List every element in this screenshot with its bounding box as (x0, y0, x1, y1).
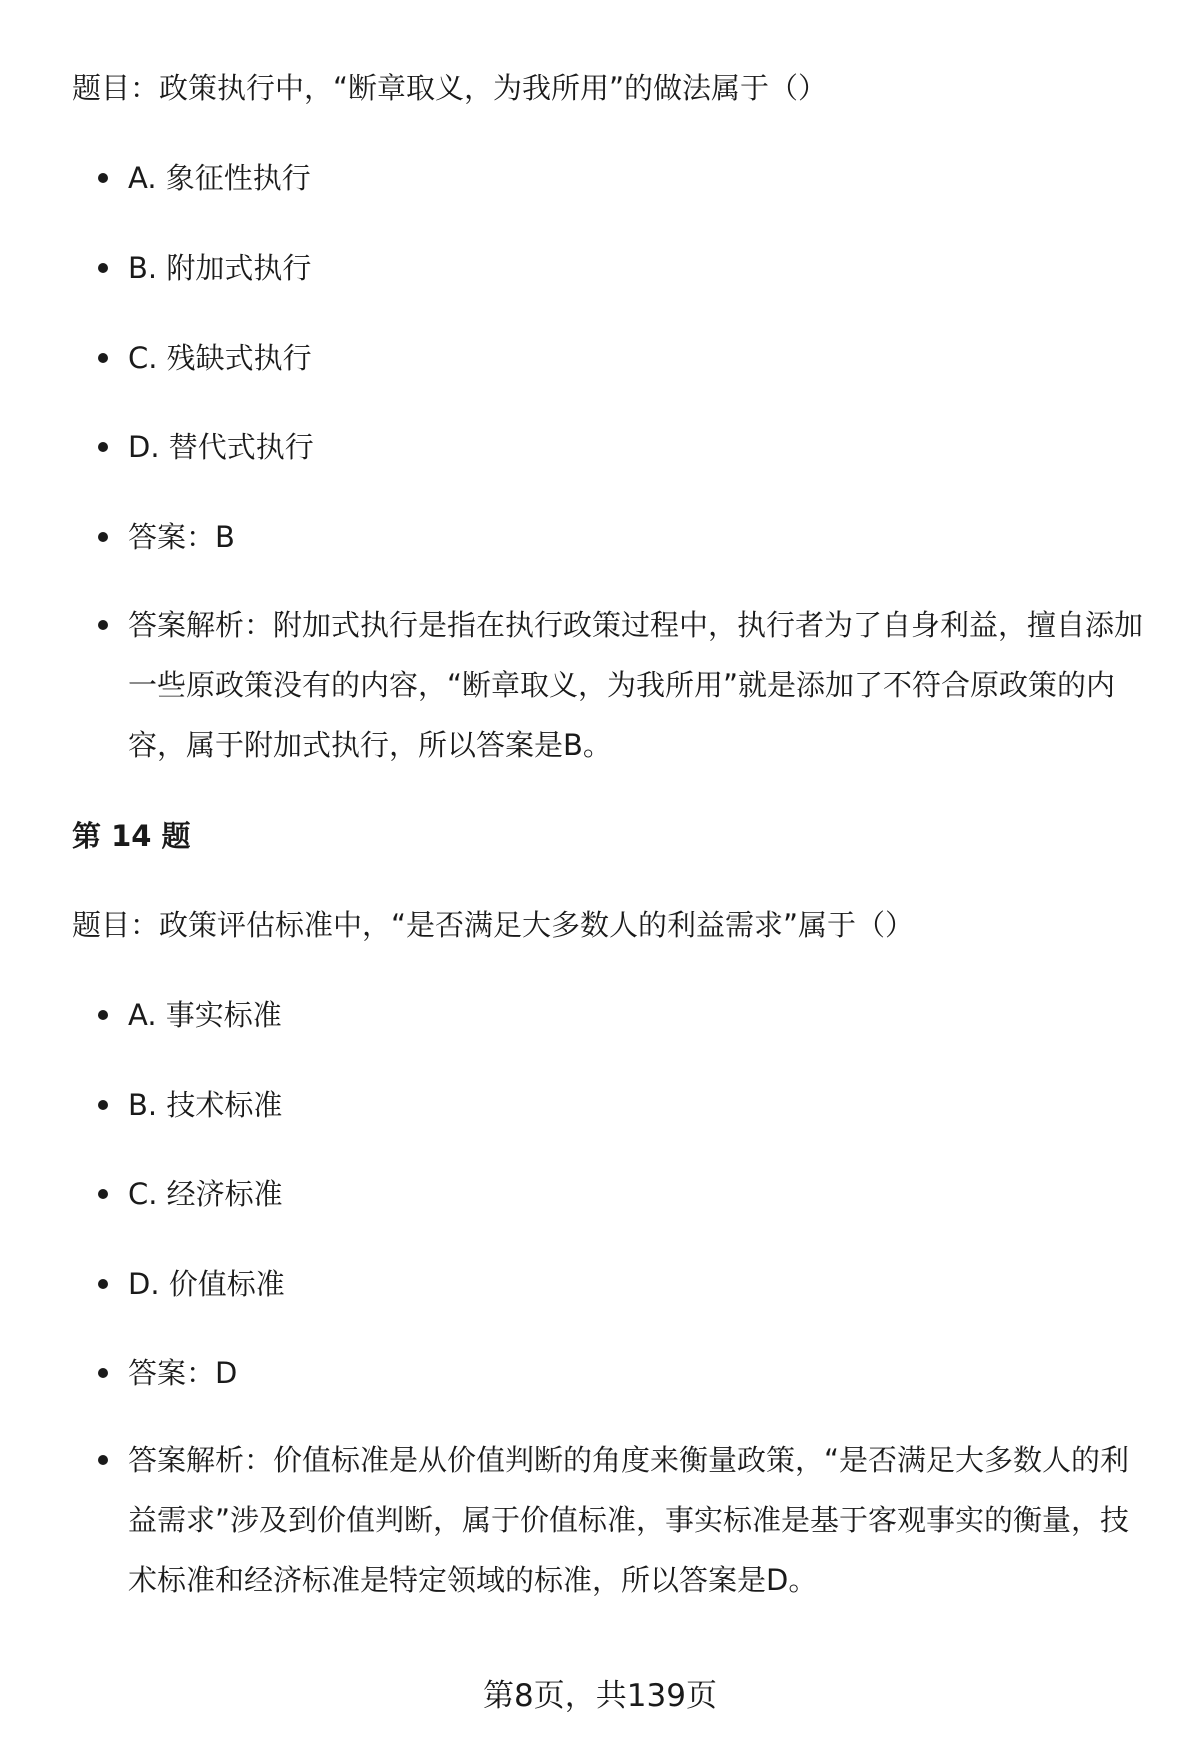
question-14-analysis (98, 1430, 1148, 1610)
bullet-icon (98, 1368, 108, 1378)
bullet-icon (98, 1100, 108, 1110)
option-text: D. 替代式执行 (128, 430, 314, 464)
bullet-icon (98, 1455, 108, 1465)
question-13-option-d (98, 427, 1148, 467)
question-14-option-d (98, 1264, 1148, 1304)
option-text: A. 象征性执行 (128, 161, 311, 195)
bullet-icon (98, 1279, 108, 1289)
question-13-option-c (98, 338, 1148, 378)
question-14-answer (98, 1353, 1148, 1393)
analysis-text: 答案解析：价值标准是从价值判断的角度来衡量政策，“是否满足大多数人的利益需求”涉及到价值判断，属于价值标准，事实标准是基于客观事实的衡量，技术标准和经济标准是特定领域的标准，所以答案是D。 (128, 1443, 1130, 1597)
question-13-option-a (98, 158, 1148, 198)
bullet-icon (98, 353, 108, 363)
option-text: C. 残缺式执行 (128, 341, 312, 375)
question-14-option-a (98, 995, 1148, 1035)
bullet-icon (98, 173, 108, 183)
analysis-text: 答案解析：附加式执行是指在执行政策过程中，执行者为了自身利益，擅自添加一些原政策没有的内容，“断章取义，为我所用”就是添加了不符合原政策的内容，属于附加式执行，所以答案是B。 (128, 608, 1144, 762)
page-number: 第8页，共139页 (483, 1678, 717, 1714)
option-text: A. 事实标准 (128, 998, 282, 1032)
bullet-icon (98, 1010, 108, 1020)
option-text: D. 价值标准 (128, 1267, 285, 1301)
bullet-icon (98, 442, 108, 452)
question-14-heading: 第 14 题 (72, 819, 191, 853)
option-text: B. 附加式执行 (128, 251, 312, 285)
option-text: C. 经济标准 (128, 1177, 283, 1211)
bullet-icon (98, 620, 108, 630)
option-text: B. 技术标准 (128, 1088, 283, 1122)
question-13-analysis (98, 595, 1148, 775)
bullet-icon (98, 1189, 108, 1199)
answer-text: 答案：B (128, 520, 235, 554)
bullet-icon (98, 263, 108, 273)
question-14-option-b (98, 1085, 1148, 1125)
answer-text: 答案：D (128, 1356, 238, 1390)
question-13-title: 题目：政策执行中，“断章取义，为我所用”的做法属于（） (72, 71, 828, 105)
question-14-option-c (98, 1174, 1148, 1214)
bullet-icon (98, 532, 108, 542)
question-14-title: 题目：政策评估标准中，“是否满足大多数人的利益需求”属于（） (72, 908, 915, 942)
question-13-answer (98, 517, 1148, 557)
question-13-option-b (98, 248, 1148, 288)
